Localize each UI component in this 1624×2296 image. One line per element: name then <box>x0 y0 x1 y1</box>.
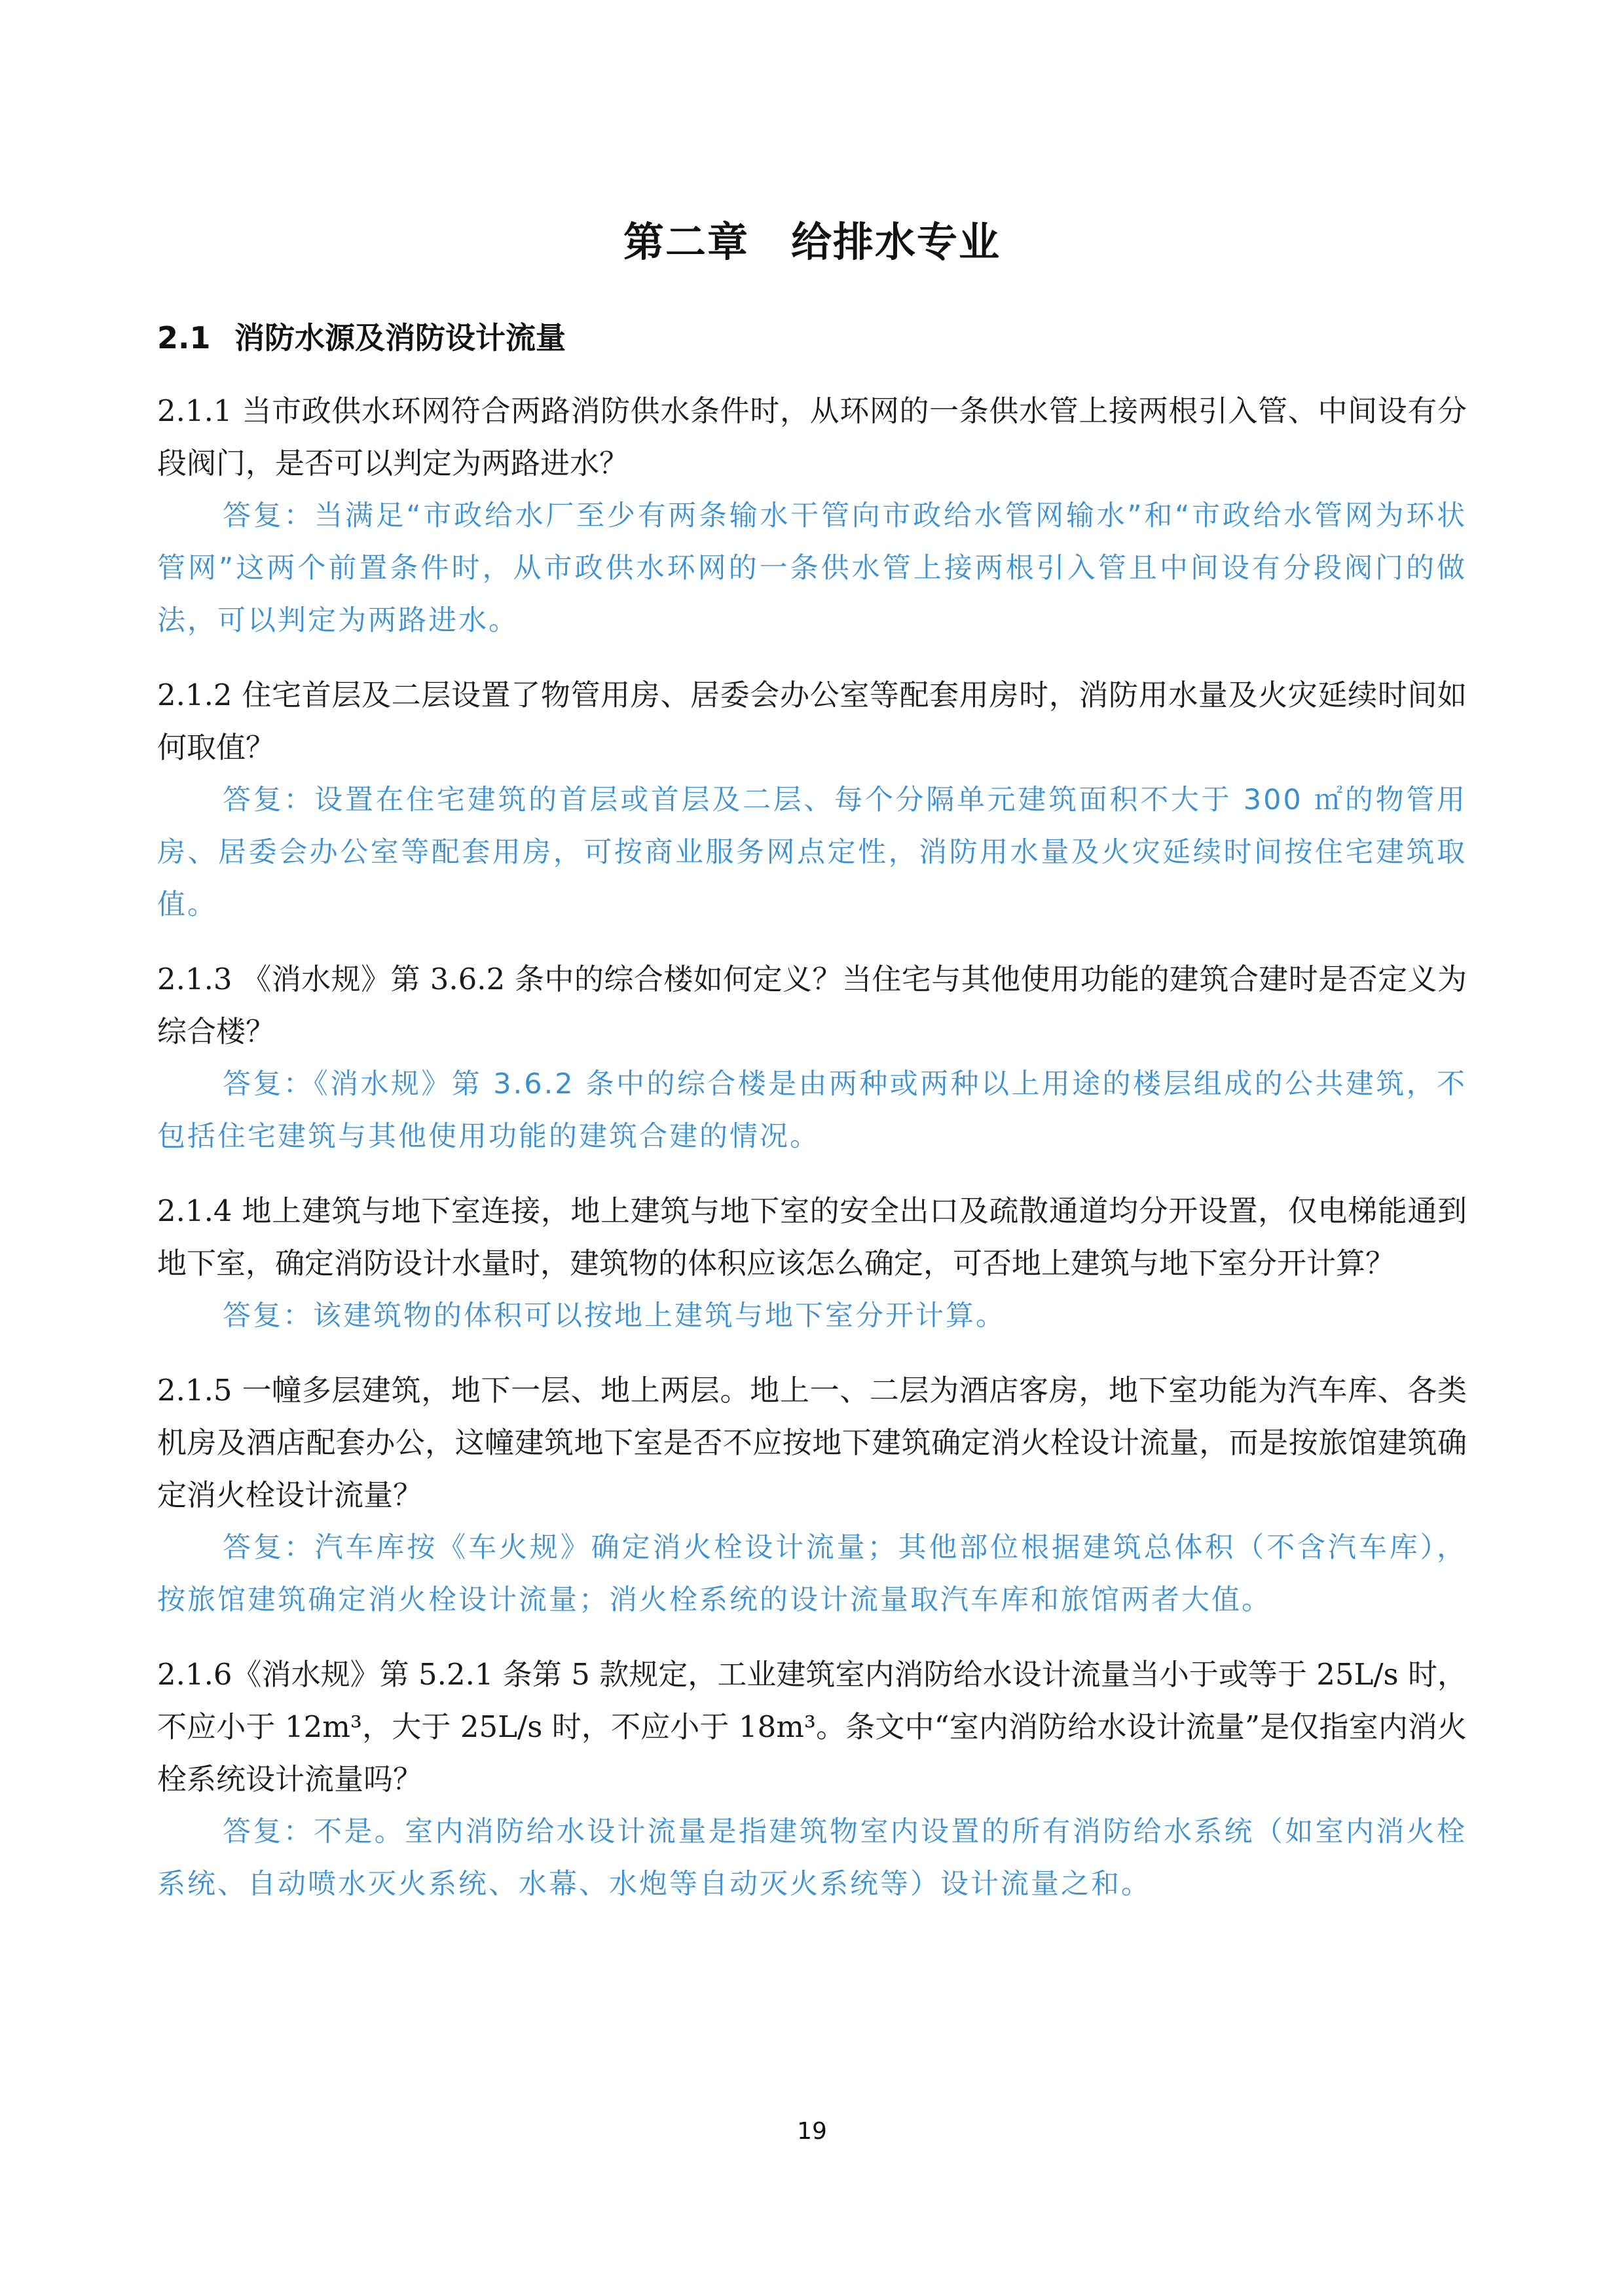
question-2-1-2: 2.1.2 住宅首层及二层设置了物管用房、居委会办公室等配套用房时，消防用水量及火灾延续时间如何取值？ <box>157 678 1467 765</box>
question-2-1-4: 2.1.4 地上建筑与地下室连接，地上建筑与地下室的安全出口及疏散通道均分开设置，仅电梯能通到地下室，确定消防设计水量时，建筑物的体积应该怎么确定，可否地上建筑与地下室分开计算？ <box>157 1194 1467 1281</box>
section-heading <box>157 314 566 357</box>
answer-2-1-1: 答复：当满足“市政给水厂至少有两条输水干管向市政给水管网输水”和“市政给水管网为环状管网”这两个前置条件时，从市政供水环网的一条供水管上接两根引入管且中间设有分段阀门的做法，可以判定为两路进水。 <box>157 500 1467 637</box>
answer-2-1-4: 答复：该建筑物的体积可以按地上建筑与地下室分开计算。 <box>223 1300 1006 1332</box>
question-2-1-5: 2.1.5 一幢多层建筑，地下一层、地上两层。地上一、二层为酒店客房，地下室功能为汽车库、各类机房及酒店配套办公，这幢建筑地下室是否不应按地下建筑确定消火栓设计流量，而是按旅馆建筑确定消火栓设计流量？ <box>157 1373 1467 1512</box>
section-title: 消防水源及消防设计流量 <box>234 320 566 355</box>
section-number: 2.1 <box>157 320 211 355</box>
question-2-1-1: 2.1.1 当市政供水环网符合两路消防供水条件时，从环网的一条供水管上接两根引入管、中间设有分段阀门，是否可以判定为两路进水？ <box>157 393 1467 481</box>
question-2-1-3: 2.1.3 《消水规》第 3.6.2 条中的综合楼如何定义？当住宅与其他使用功能的建筑合建时是否定义为综合楼？ <box>157 962 1467 1049</box>
answer-2-1-3: 答复：《消水规》第 3.6.2 条中的综合楼是由两种或两种以上用途的楼层组成的公共建筑，不包括住宅建筑与其他使用功能的建筑合建的情况。 <box>157 1068 1467 1153</box>
answer-2-1-2: 答复：设置在住宅建筑的首层或首层及二层、每个分隔单元建筑面积不大于 300 ㎡的物管用房、居委会办公室等配套用房，可按商业服务网点定性，消防用水量及火灾延续时间按住宅建筑取值。 <box>157 784 1467 921</box>
question-2-1-6: 2.1.6《消水规》第 5.2.1 条第 5 款规定，工业建筑室内消防给水设计流量当小于或等于 25L/s 时，不应小于 12m³，大于 25L/s 时，不应小于 18m³。条文中“室内消防给水设计流量”是仅指室内消火栓系统设计流量吗？ <box>157 1657 1467 1796</box>
qa-list <box>157 385 1467 1933</box>
page-number: 19 <box>797 2118 827 2145</box>
answer-2-1-5: 答复：汽车库按《车火规》确定消火栓设计流量；其他部位根据建筑总体积（不含汽车库），按旅馆建筑确定消火栓设计流量；消火栓系统的设计流量取汽车库和旅馆两者大值。 <box>157 1531 1467 1616</box>
chapter-title: 第二章 给排水专业 <box>623 218 1001 266</box>
answer-2-1-6: 答复：不是。室内消防给水设计流量是指建筑物室内设置的所有消防给水系统（如室内消火栓系统、自动喷水灭火系统、水幕、水炮等自动灭火系统等）设计流量之和。 <box>157 1815 1467 1901</box>
